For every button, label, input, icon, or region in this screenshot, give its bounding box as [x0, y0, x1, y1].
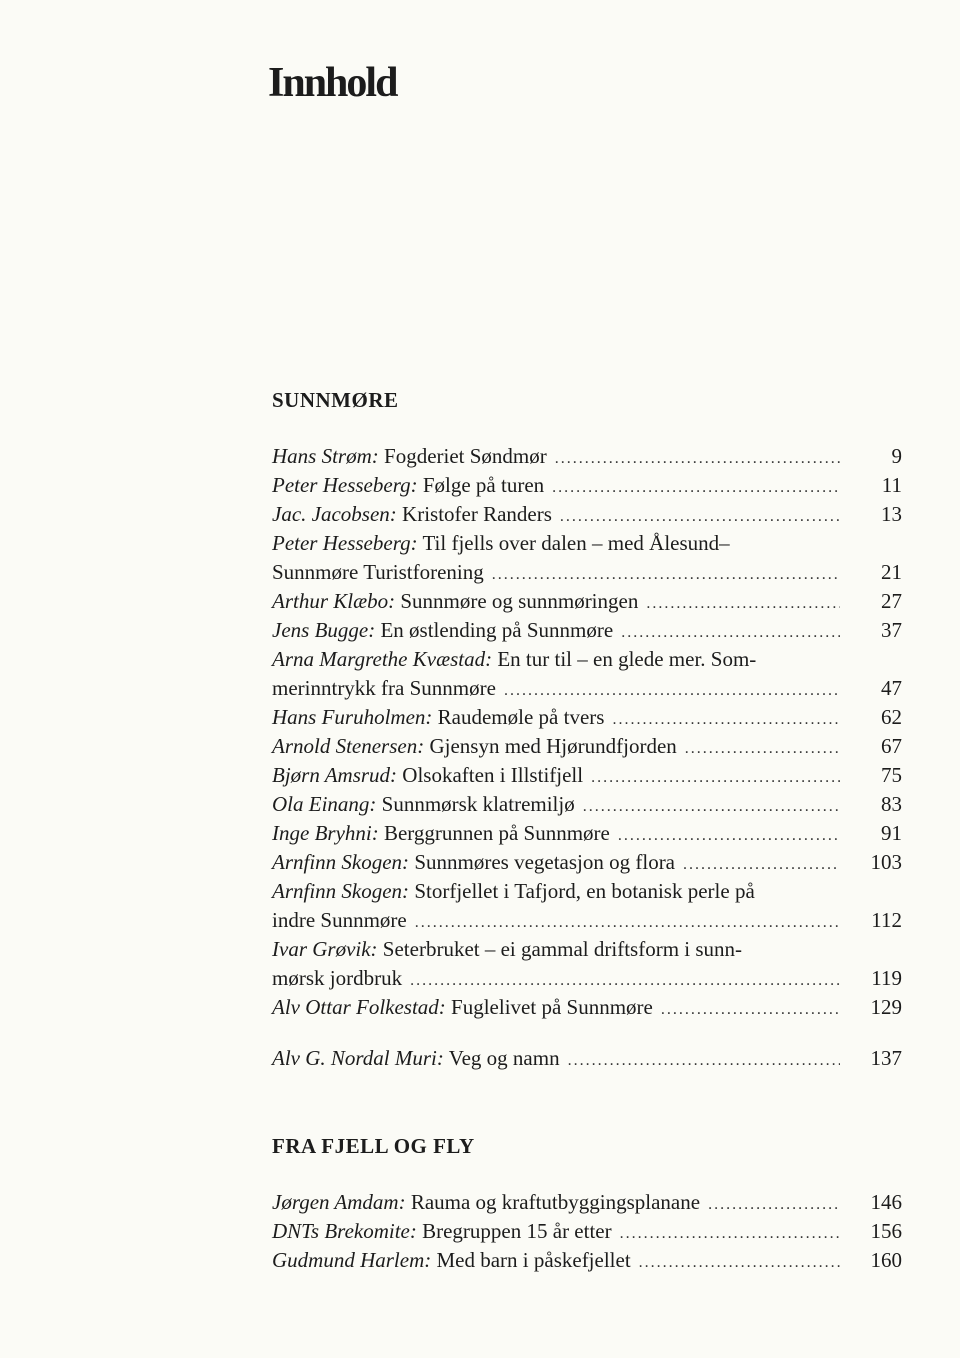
toc-title-continued: indre Sunnmøre	[272, 908, 407, 932]
toc-entry-line	[272, 732, 902, 761]
toc-entry-line	[272, 616, 902, 645]
toc-title: Med barn i påskefjellet	[436, 1248, 631, 1272]
toc-entry-line	[272, 1246, 902, 1275]
toc-author: Alv Ottar Folkestad:	[272, 995, 446, 1019]
toc-entry-line	[272, 645, 902, 674]
toc-title: Berggrunnen på Sunnmøre	[383, 821, 610, 845]
dot-leader	[560, 502, 840, 531]
toc-page-number: 156	[870, 1219, 902, 1243]
dot-leader	[683, 850, 840, 879]
toc-author: Jac. Jacobsen:	[272, 502, 397, 526]
dot-leader	[410, 966, 840, 995]
toc-entry-line	[272, 471, 902, 500]
toc-entry-text	[272, 471, 544, 500]
toc-entry-line	[272, 1188, 902, 1217]
toc-entry-line	[272, 1217, 902, 1246]
toc-entry	[272, 442, 902, 471]
toc-list-fra-fjell-og-fly	[272, 1188, 902, 1275]
toc-page-number: 47	[881, 676, 902, 700]
toc-entry-line	[272, 529, 902, 558]
toc-page-number: 112	[871, 908, 902, 932]
toc-page-number: 103	[870, 850, 902, 874]
toc-author: Peter Hesseberg:	[272, 473, 418, 497]
toc-entry-line	[272, 964, 902, 993]
toc-author: Gudmund Harlem:	[272, 1248, 432, 1272]
section-heading-sunnmore: SUNNMØRE	[272, 388, 399, 412]
dot-leader	[552, 473, 840, 502]
toc-entry	[272, 1217, 902, 1246]
toc-entry-text	[272, 616, 613, 645]
toc-entry-line	[272, 790, 902, 819]
dot-leader	[415, 908, 840, 937]
toc-entry-text	[272, 790, 575, 819]
toc-title: Raudemøle på tvers	[437, 705, 605, 729]
toc-entry	[272, 790, 902, 819]
toc-author: Bjørn Amsrud:	[272, 763, 398, 787]
section-heading-fra-fjell-og-fly: FRA FJELL OG FLY	[272, 1134, 475, 1158]
toc-entry	[272, 1188, 902, 1217]
toc-title: Veg og namn	[448, 1046, 560, 1070]
toc-entry	[272, 1044, 902, 1073]
toc-entry-text	[272, 703, 604, 732]
dot-leader	[708, 1190, 840, 1219]
toc-author: Peter Hesseberg:	[272, 531, 418, 555]
toc-entry-line	[272, 587, 902, 616]
toc-page-number: 37	[881, 618, 902, 642]
toc-page-number: 91	[881, 821, 902, 845]
toc-entry	[272, 819, 902, 848]
dot-leader	[568, 1046, 840, 1075]
toc-author: Inge Bryhni:	[272, 821, 379, 845]
toc-entry-text	[272, 761, 583, 790]
toc-entry-line	[272, 877, 902, 906]
toc-title: Storfjellet i Tafjord, en botanisk perle på	[414, 879, 755, 903]
dot-leader	[612, 705, 840, 734]
toc-entry-text	[272, 848, 675, 877]
toc-title: Gjensyn med Hjørundfjorden	[429, 734, 677, 758]
toc-page-number: 75	[881, 763, 902, 787]
toc-entry-line	[272, 674, 902, 703]
toc-entry	[272, 877, 902, 935]
toc-entry-text	[272, 500, 552, 529]
toc-entry-text	[272, 442, 547, 471]
toc-page-number: 160	[870, 1248, 902, 1272]
toc-title: Følge på turen	[422, 473, 545, 497]
toc-title: Bregruppen 15 år etter	[422, 1219, 612, 1243]
dot-leader	[621, 618, 840, 647]
dot-leader	[646, 589, 840, 618]
toc-author: DNTs Brekomite:	[272, 1219, 417, 1243]
toc-entry-line	[272, 500, 902, 529]
toc-page-number: 137	[870, 1046, 902, 1070]
toc-author: Arnold Stenersen:	[272, 734, 425, 758]
toc-entry	[272, 761, 902, 790]
dot-leader	[618, 821, 840, 850]
toc-entry	[272, 935, 902, 993]
toc-title-continued: merinntrykk fra Sunnmøre	[272, 676, 496, 700]
toc-entry	[272, 993, 902, 1022]
dot-leader	[685, 734, 840, 763]
toc-page-number: 67	[881, 734, 902, 758]
toc-page-number: 119	[871, 966, 902, 990]
dot-leader	[583, 792, 840, 821]
toc-entry-line	[272, 906, 902, 935]
toc-author: Arthur Klæbo:	[272, 589, 396, 613]
toc-entry-line	[272, 703, 902, 732]
toc-entry-text	[272, 587, 638, 616]
toc-author: Arnfinn Skogen:	[272, 879, 410, 903]
toc-page-number: 21	[881, 560, 902, 584]
toc-entry	[272, 471, 902, 500]
dot-leader	[620, 1219, 840, 1248]
toc-entry-text	[272, 1188, 700, 1217]
toc-title-continued: Sunnmøre Turistforening	[272, 560, 484, 584]
toc-page-number: 146	[870, 1190, 902, 1214]
toc-entry-line	[272, 993, 902, 1022]
toc-title: Sunnmørsk klatremiljø	[381, 792, 575, 816]
toc-title: En østlending på Sunnmøre	[380, 618, 614, 642]
toc-list-sunnmore	[272, 442, 902, 1022]
toc-title: Sunnmøre og sunnmøringen	[400, 589, 639, 613]
toc-title: Seterbruket – ei gammal driftsform i sunn-	[382, 937, 743, 961]
toc-entry-line	[272, 935, 902, 964]
toc-entry-text	[272, 1044, 560, 1073]
toc-author: Ola Einang:	[272, 792, 377, 816]
toc-entry-text	[272, 529, 730, 558]
toc-entry	[272, 587, 902, 616]
toc-title: Fogderiet Søndmør	[384, 444, 547, 468]
dot-leader	[555, 444, 840, 473]
toc-entry-line	[272, 1044, 902, 1073]
toc-title: Olsokaften i Illstifjell	[402, 763, 584, 787]
toc-author: Hans Strøm:	[272, 444, 379, 468]
toc-entry	[272, 848, 902, 877]
dot-leader	[492, 560, 840, 589]
toc-page-number: 9	[891, 444, 902, 468]
toc-title: Fuglelivet på Sunnmøre	[451, 995, 653, 1019]
toc-entry	[272, 703, 902, 732]
page-title: Innhold	[268, 60, 397, 106]
toc-entry	[272, 616, 902, 645]
toc-entry-text	[272, 1217, 612, 1246]
toc-author: Arna Margrethe Kvæstad:	[272, 647, 493, 671]
toc-title: Til fjells over dalen – med Ålesund–	[422, 531, 730, 555]
toc-title: Sunnmøres vegetasjon og flora	[414, 850, 676, 874]
toc-entry-line	[272, 761, 902, 790]
toc-page-number: 83	[881, 792, 902, 816]
toc-entry-text	[272, 732, 677, 761]
toc-author: Hans Furuholmen:	[272, 705, 433, 729]
toc-page-number: 27	[881, 589, 902, 613]
toc-entry	[272, 732, 902, 761]
toc-page-number: 11	[881, 473, 902, 497]
toc-page-number: 129	[870, 995, 902, 1019]
toc-entry	[272, 529, 902, 587]
toc-entry-line	[272, 848, 902, 877]
toc-title-continued: mørsk jordbruk	[272, 966, 403, 990]
toc-entry	[272, 500, 902, 529]
toc-entry-text	[272, 877, 755, 906]
toc-entry-text	[272, 993, 653, 1022]
toc-title: Kristofer Randers	[402, 502, 552, 526]
dot-leader	[591, 763, 840, 792]
toc-entry-text	[272, 819, 610, 848]
toc-entry-line	[272, 442, 902, 471]
toc-author: Alv G. Nordal Muri:	[272, 1046, 444, 1070]
toc-entry-line	[272, 558, 902, 587]
toc-page-number: 13	[881, 502, 902, 526]
toc-author: Jens Bugge:	[272, 618, 376, 642]
toc-author: Arnfinn Skogen:	[272, 850, 410, 874]
toc-list-standalone	[272, 1044, 902, 1073]
toc-entry	[272, 1246, 902, 1275]
toc-title: Rauma og kraftutbyggingsplanane	[410, 1190, 701, 1214]
toc-page-number: 62	[881, 705, 902, 729]
toc-author: Jørgen Amdam:	[272, 1190, 406, 1214]
toc-author: Ivar Grøvik:	[272, 937, 378, 961]
toc-entry-text	[272, 935, 742, 964]
dot-leader	[504, 676, 840, 705]
toc-entry	[272, 645, 902, 703]
dot-leader	[661, 995, 840, 1024]
toc-entry-line	[272, 819, 902, 848]
dot-leader	[639, 1248, 840, 1277]
toc-entry-text	[272, 1246, 631, 1275]
toc-entry-text	[272, 645, 756, 674]
toc-title: En tur til – en glede mer. Som-	[497, 647, 757, 671]
